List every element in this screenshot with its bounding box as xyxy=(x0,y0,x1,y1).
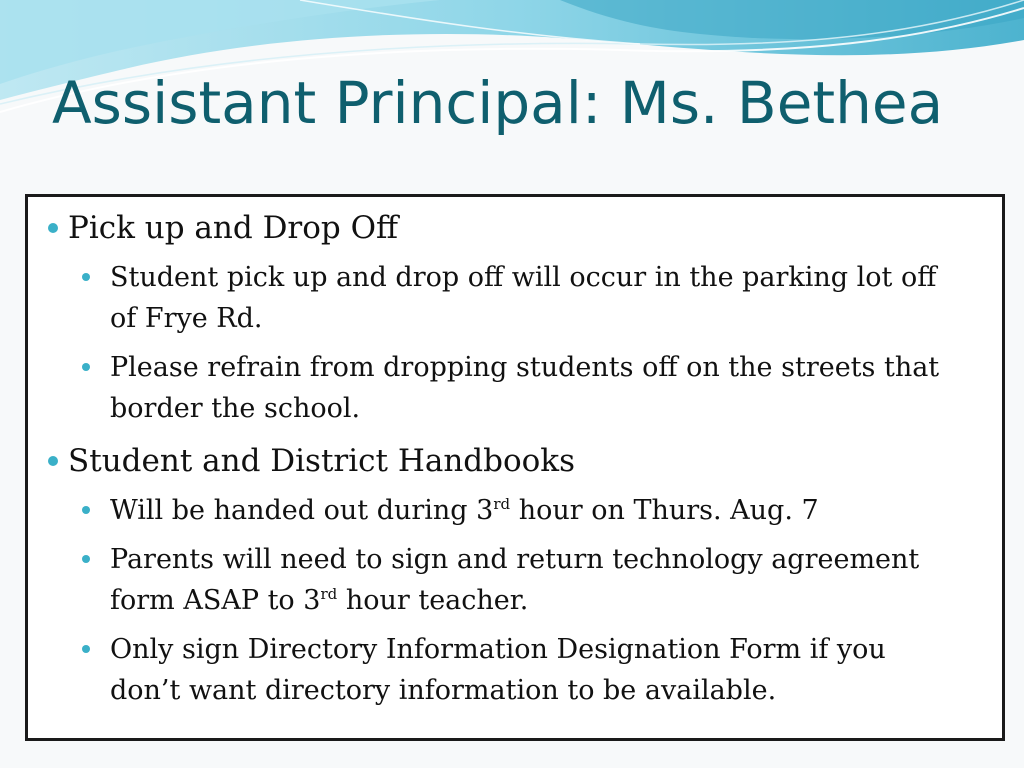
bullet-marker xyxy=(48,456,58,466)
bullet-text-line: border the school. xyxy=(110,393,361,424)
bullet-marker xyxy=(82,273,90,281)
content-box xyxy=(25,194,1005,741)
section-heading: Student and District Handbooks xyxy=(68,443,576,479)
bullet-text-line: Please refrain from dropping students off on the streets that xyxy=(110,352,940,383)
bullet-text-line: Parents will need to sign and return technology agreement xyxy=(110,544,920,575)
bullet-text-line: Only sign Directory Information Designation Form if you xyxy=(110,634,886,665)
bullet-marker xyxy=(82,645,90,653)
bullet-marker xyxy=(82,363,90,371)
bullet-text-line: don’t want directory information to be available. xyxy=(110,675,777,706)
bullet-text-line: Will be handed out during 3rd hour on Thurs. Aug. 7 xyxy=(110,495,819,526)
bullet-text-line: of Frye Rd. xyxy=(110,303,263,334)
superscript: rd xyxy=(320,585,338,603)
bullet-marker xyxy=(82,555,90,563)
superscript: rd xyxy=(493,495,511,513)
section-heading: Pick up and Drop Off xyxy=(68,210,399,246)
bullet-marker xyxy=(48,223,58,233)
bullet-text-line: Student pick up and drop off will occur in the parking lot off xyxy=(110,262,937,293)
bullet-marker xyxy=(82,506,90,514)
bullet-text-line: form ASAP to 3rd hour teacher. xyxy=(110,585,529,616)
slide-title: Assistant Principal: Ms. Bethea xyxy=(52,69,944,137)
